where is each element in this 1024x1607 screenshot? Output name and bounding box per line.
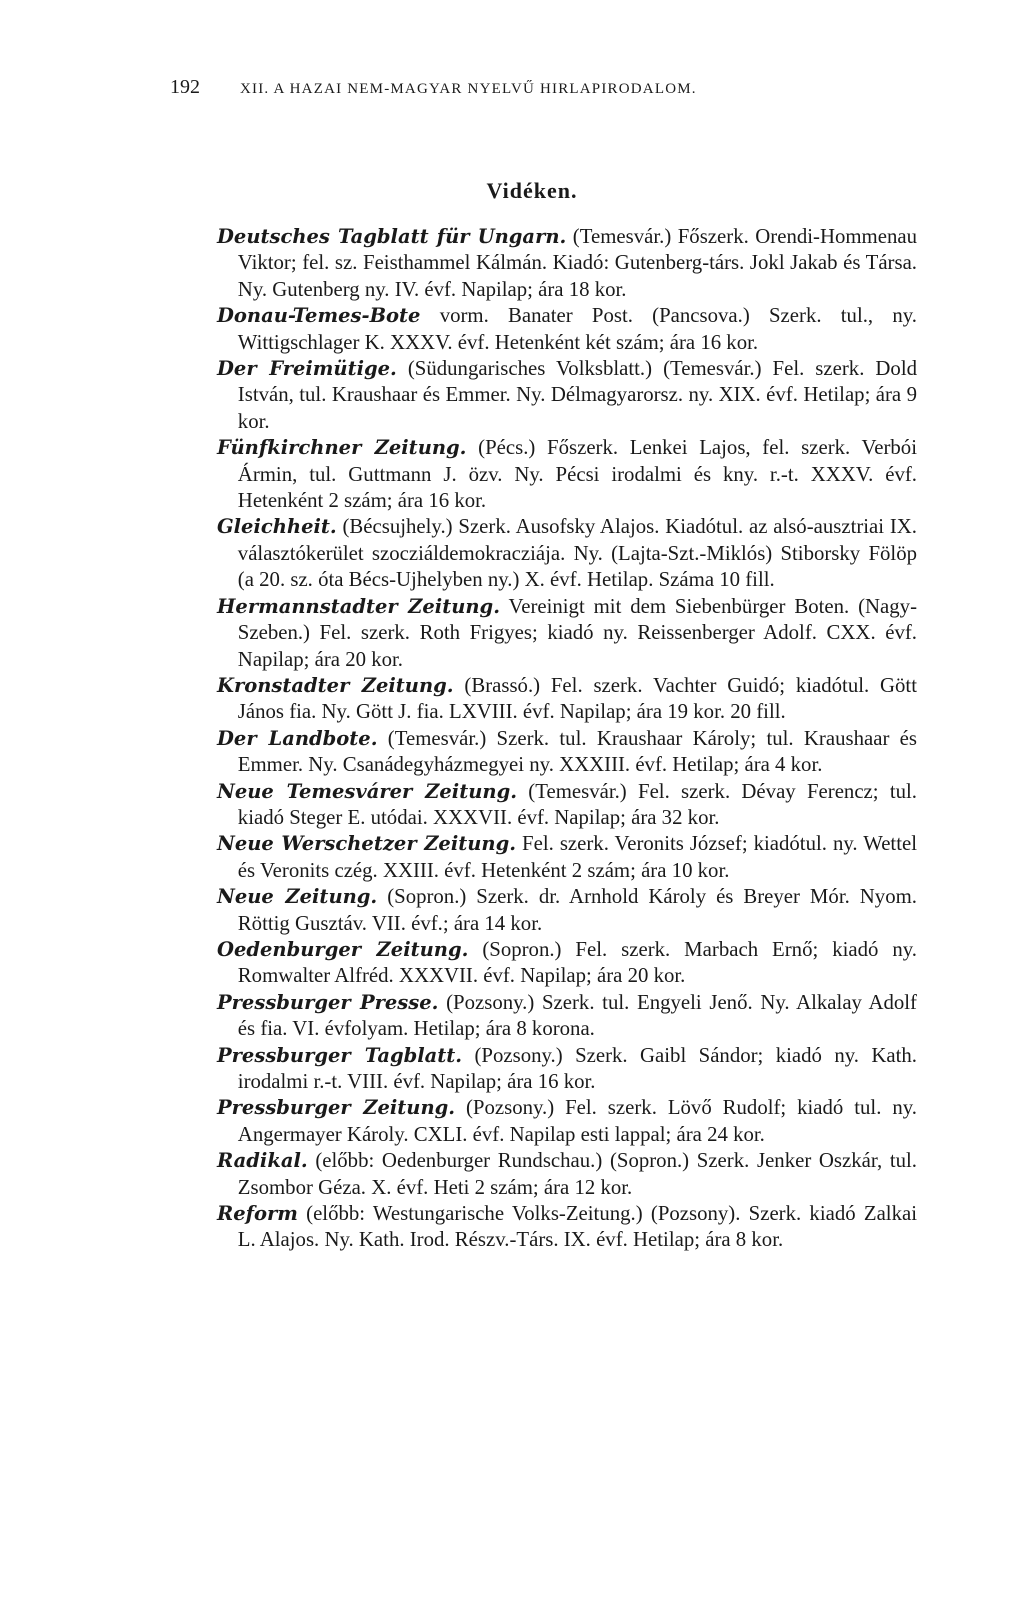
list-item xyxy=(217,435,917,514)
newspaper-details: (előbb: Oedenburger Rundschau.) (Sopron.) Szerk. Jenker Oszkár, tul. Zsombor Géza. X. évf. Heti 2 szám; ára 12 kor. xyxy=(237,1149,917,1199)
section-title: Vidéken. xyxy=(486,178,578,203)
list-item xyxy=(217,884,917,937)
newspaper-details: (Sopron.) Fel. szerk. Marbach Ernő; kiadó ny. Romwalter Alfréd. XXXVII. évf. Napilap; ára 20 kor. xyxy=(237,937,917,988)
newspaper-title: Pressburger Presse. xyxy=(217,990,439,1014)
newspaper-title: Gleichheit. xyxy=(217,515,337,539)
newspaper-details: Fel. szerk. Veronits József; kiadótul. ny. Wettel és Veronits czég. XXIII. évf. Hetenként 2 szám; ára 10 kor. xyxy=(237,832,917,882)
newspaper-title: Kronstadter Zeitung. xyxy=(217,673,454,697)
list-item xyxy=(217,779,917,832)
list-item xyxy=(217,990,917,1043)
newspaper-details: (Temesvár.) Fel. szerk. Dévay Ferencz; tul. kiadó Steger E. utódai. XXXVII. évf. Napilap; ára 32 kor. xyxy=(237,779,917,829)
list-item xyxy=(217,1043,917,1096)
newspaper-details: vorm. Banater Post. (Pancsova.) Szerk. tul., ny. Wittigschlager K. XXXV. évf. Hetenként két szám; ára 16 kor. xyxy=(237,304,917,354)
list-item xyxy=(217,726,917,779)
newspaper-details: (Bécsujhely.) Szerk. Ausofsky Alajos. Kiadótul. az alsó-ausztriai IX. választókerület szocziáldemokracziája. Ny. (Lajta-Szt.-Miklós) Stiborsky Fölöp (a 20. sz. óta Bécs-Ujhelyben ny.) X. évf. Hetilap. Száma 10 fill. xyxy=(237,515,917,592)
newspaper-details: (Temesvár.) Szerk. tul. Kraushaar Károly; tul. Kraushaar és Emmer. Ny. Csanádegyházmegyei ny. XXXIII. évf. Hetilap; ára 4 kor. xyxy=(237,726,917,777)
list-item xyxy=(217,224,917,303)
running-head-title: XII. A HAZAI NEM-MAGYAR NYELVŰ HIRLAPIRODALOM. xyxy=(240,81,697,97)
newspaper-title: Der Landbote. xyxy=(217,726,378,750)
newspaper-details: (Temesvár.) Főszerk. Orendi-Hommenau Viktor; fel. sz. Feisthammel Kálmán. Kiadó: Gutenberg-társ. Jokl Jakab és Társa. Ny. Gutenberg ny. IV. évf. Napilap; ára 18 kor. xyxy=(237,225,917,301)
list-item xyxy=(217,831,917,884)
newspaper-title: Der Freimütige. xyxy=(217,357,397,381)
newspaper-title: Radikal. xyxy=(217,1149,308,1173)
list-item xyxy=(217,673,917,726)
newspaper-details: (Pécs.) Főszerk. Lenkei Lajos, fel. szerk. Verbói Ármin, tul. Guttmann J. özv. Ny. Pécsi irodalmi és kny. r.-t. XXXV. évf. Hetenként 2 szám; ára 16 kor. xyxy=(237,436,917,513)
list-item xyxy=(217,514,917,593)
newspaper-details: (előbb: Westungarische Volks-Zeitung.) (Pozsony). Szerk. kiadó Zalkai L. Alajos. Ny. Kath. Irod. Részv.-Társ. IX. évf. Hetilap; ára 8 kor. xyxy=(237,1202,917,1252)
newspaper-title: Pressburger Tagblatt. xyxy=(217,1043,463,1067)
newspaper-title: Pressburger Zeitung. xyxy=(217,1096,456,1120)
newspaper-list xyxy=(217,224,917,1254)
list-item xyxy=(217,594,917,673)
list-item xyxy=(217,356,917,435)
newspaper-title: Hermannstadter Zeitung. xyxy=(217,594,500,618)
newspaper-details: Vereinigt mit dem Siebenbürger Boten. (Nagy-Szeben.) Fel. szerk. Roth Frigyes; kiadó ny. Reissenberger Adolf. CXX. évf. Napilap; ára 20 kor. xyxy=(237,594,917,671)
newspaper-title: Donau-Temes-Bote xyxy=(217,304,421,328)
page-number: 192 xyxy=(170,76,200,98)
newspaper-details: (Brassó.) Fel. szerk. Vachter Guidó; kiadótul. Gött János fia. Ny. Gött J. fia. LXVIII. évf. Napilap; ára 19 kor. 20 fill. xyxy=(237,673,917,724)
list-item xyxy=(217,1201,917,1254)
newspaper-title: Neue Werschetzer Zeitung. xyxy=(217,832,517,856)
list-item xyxy=(217,303,917,356)
newspaper-details: (Pozsony.) Fel. szerk. Lövő Rudolf; kiadó tul. ny. Angermayer Károly. CXLI. évf. Napilap esti lappal; ára 24 kor. xyxy=(237,1096,917,1146)
newspaper-title: Reform xyxy=(217,1202,298,1226)
newspaper-details: (Pozsony.) Szerk. Gaibl Sándor; kiadó ny. Kath. irodalmi r.-t. VIII. évf. Napilap; ára 16 kor. xyxy=(237,1043,917,1093)
list-item xyxy=(217,1095,917,1148)
list-item xyxy=(217,937,917,990)
newspaper-details: (Sopron.) Szerk. dr. Arnhold Károly és Breyer Mór. Nyom. Röttig Gusztáv. VII. évf.; ára 14 kor. xyxy=(237,885,917,935)
newspaper-title: Neue Zeitung. xyxy=(217,885,378,909)
newspaper-title: Deutsches Tagblatt für Ungarn. xyxy=(217,225,567,248)
newspaper-title: Oedenburger Zeitung. xyxy=(217,937,469,961)
newspaper-details: (Südungarisches Volksblatt.) (Temesvár.) Fel. szerk. Dold István, tul. Kraushaar és Emmer. Ny. Délmagyarorsz. ny. XIX. évf. Hetilap; ára 9 kor. xyxy=(237,357,917,433)
running-head xyxy=(170,76,930,99)
newspaper-title: Fünfkirchner Zeitung. xyxy=(217,436,467,460)
newspaper-title: Neue Temesvárer Zeitung. xyxy=(217,779,518,803)
newspaper-details: (Pozsony.) Szerk. tul. Engyeli Jenő. Ny. Alkalay Adolf és fia. VI. évfolyam. Hetilap; ára 8 korona. xyxy=(237,990,917,1041)
list-item xyxy=(217,1148,917,1201)
